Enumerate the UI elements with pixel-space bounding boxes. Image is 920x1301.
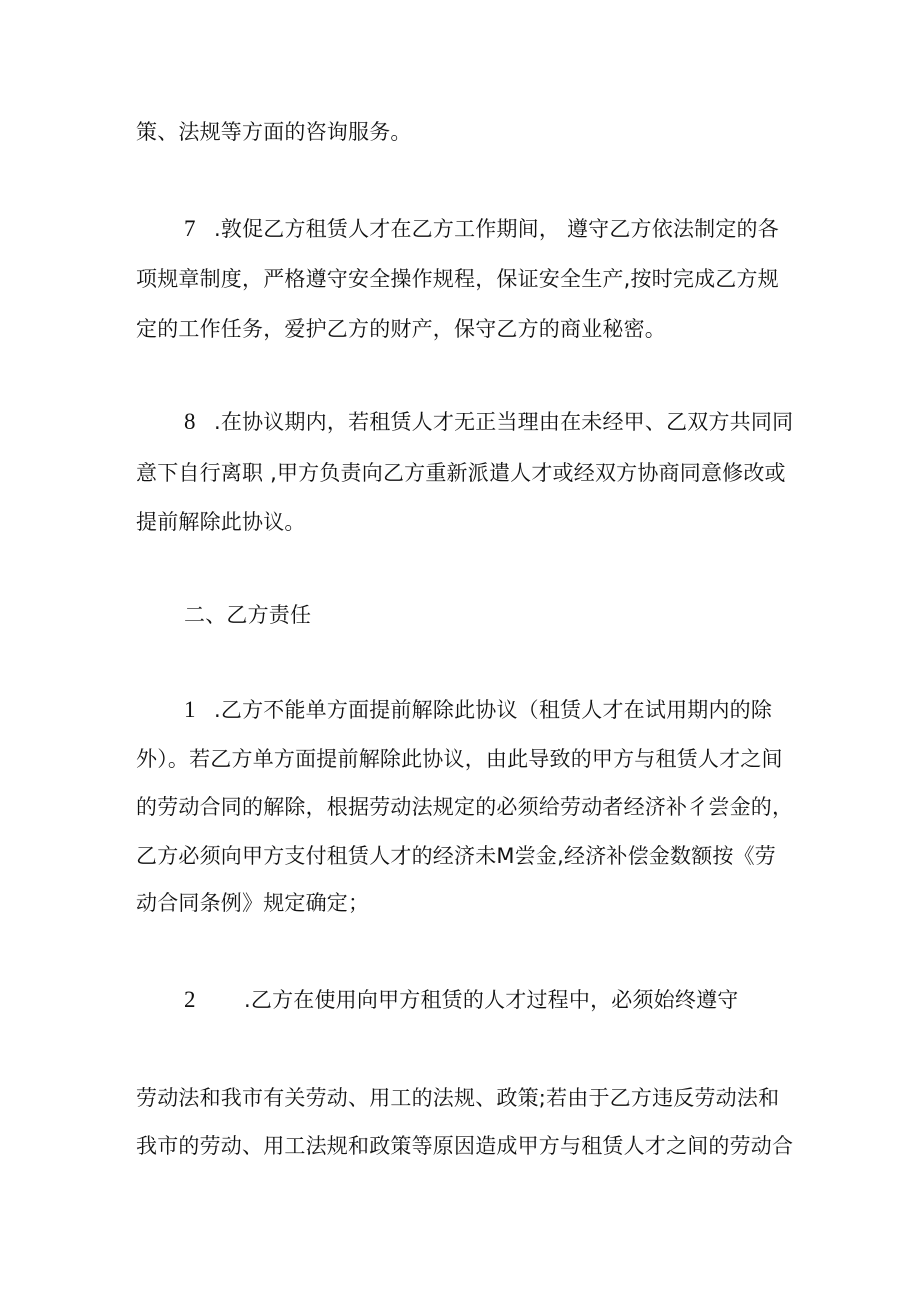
line-text: 定的工作任务，爱护乙方的财产，保守乙方的商业秘密。 [136, 317, 666, 341]
line-text: 劳动法和我市有关劳动、用工的法规、政策;若由于乙方违反劳动法和 [136, 1086, 780, 1110]
item-number: 8 [184, 409, 196, 434]
line-text: .在协议期内，若租赁人才无正当理由在未经甲、乙双方共同同 [214, 410, 794, 434]
paragraph-line [136, 841, 816, 871]
line-text: .乙方不能单方面提前解除此协议（租赁人才在试用期内的除 [214, 698, 773, 722]
line-text: 动合同条例》规定确定； [136, 891, 370, 915]
paragraph-line [184, 985, 864, 1015]
line-text: 意下自行离职 ,甲方负责向乙方重新派遣人才或经双方协商同意修改或 [136, 461, 786, 485]
paragraph-line [136, 264, 816, 294]
paragraph-line [136, 744, 816, 774]
paragraph-line [136, 888, 816, 918]
line-text: .敦促乙方租赁人才在乙方工作期间， 遵守乙方依法制定的各 [214, 217, 779, 241]
paragraph-line [136, 1131, 816, 1161]
paragraph-line [184, 407, 864, 437]
line-text: 项规章制度，严格遵守安全操作规程，保证安全生产,按时完成乙方规 [136, 267, 779, 291]
item-number: 1 [184, 697, 196, 722]
line-text: 乙方必须向甲方支付租赁人才的经济未M尝金,经济补偿金数额按《劳 [136, 844, 776, 868]
paragraph-line [184, 214, 864, 244]
line-text: .乙方在使用向甲方租赁的人才过程中，必须始终遵守 [244, 988, 739, 1012]
item-number: 7 [184, 216, 196, 241]
line-text: 提前解除此协议。 [136, 510, 306, 534]
paragraph-line [136, 117, 816, 147]
paragraph-line [136, 314, 816, 344]
paragraph-line [136, 507, 816, 537]
line-text: 策、法规等方面的咨询服务。 [136, 120, 412, 144]
section-heading [184, 600, 864, 630]
line-text: 外）。若乙方单方面提前解除此协议，由此导致的甲方与租赁人才之间 [136, 747, 783, 771]
line-text: 的劳动合同的解除，根据劳动法规定的必须给劳动者经济补彳尝金的， [136, 795, 794, 819]
paragraph-line [136, 1083, 816, 1113]
line-text: 我市的劳动、用工法规和政策等原因造成甲方与租赁人才之间的劳动合 [136, 1134, 794, 1158]
paragraph-line [136, 792, 816, 822]
heading-text: 二、乙方责任 [184, 603, 312, 627]
item-number: 2 [184, 987, 196, 1012]
paragraph-line [184, 695, 864, 725]
paragraph-line [136, 458, 816, 488]
